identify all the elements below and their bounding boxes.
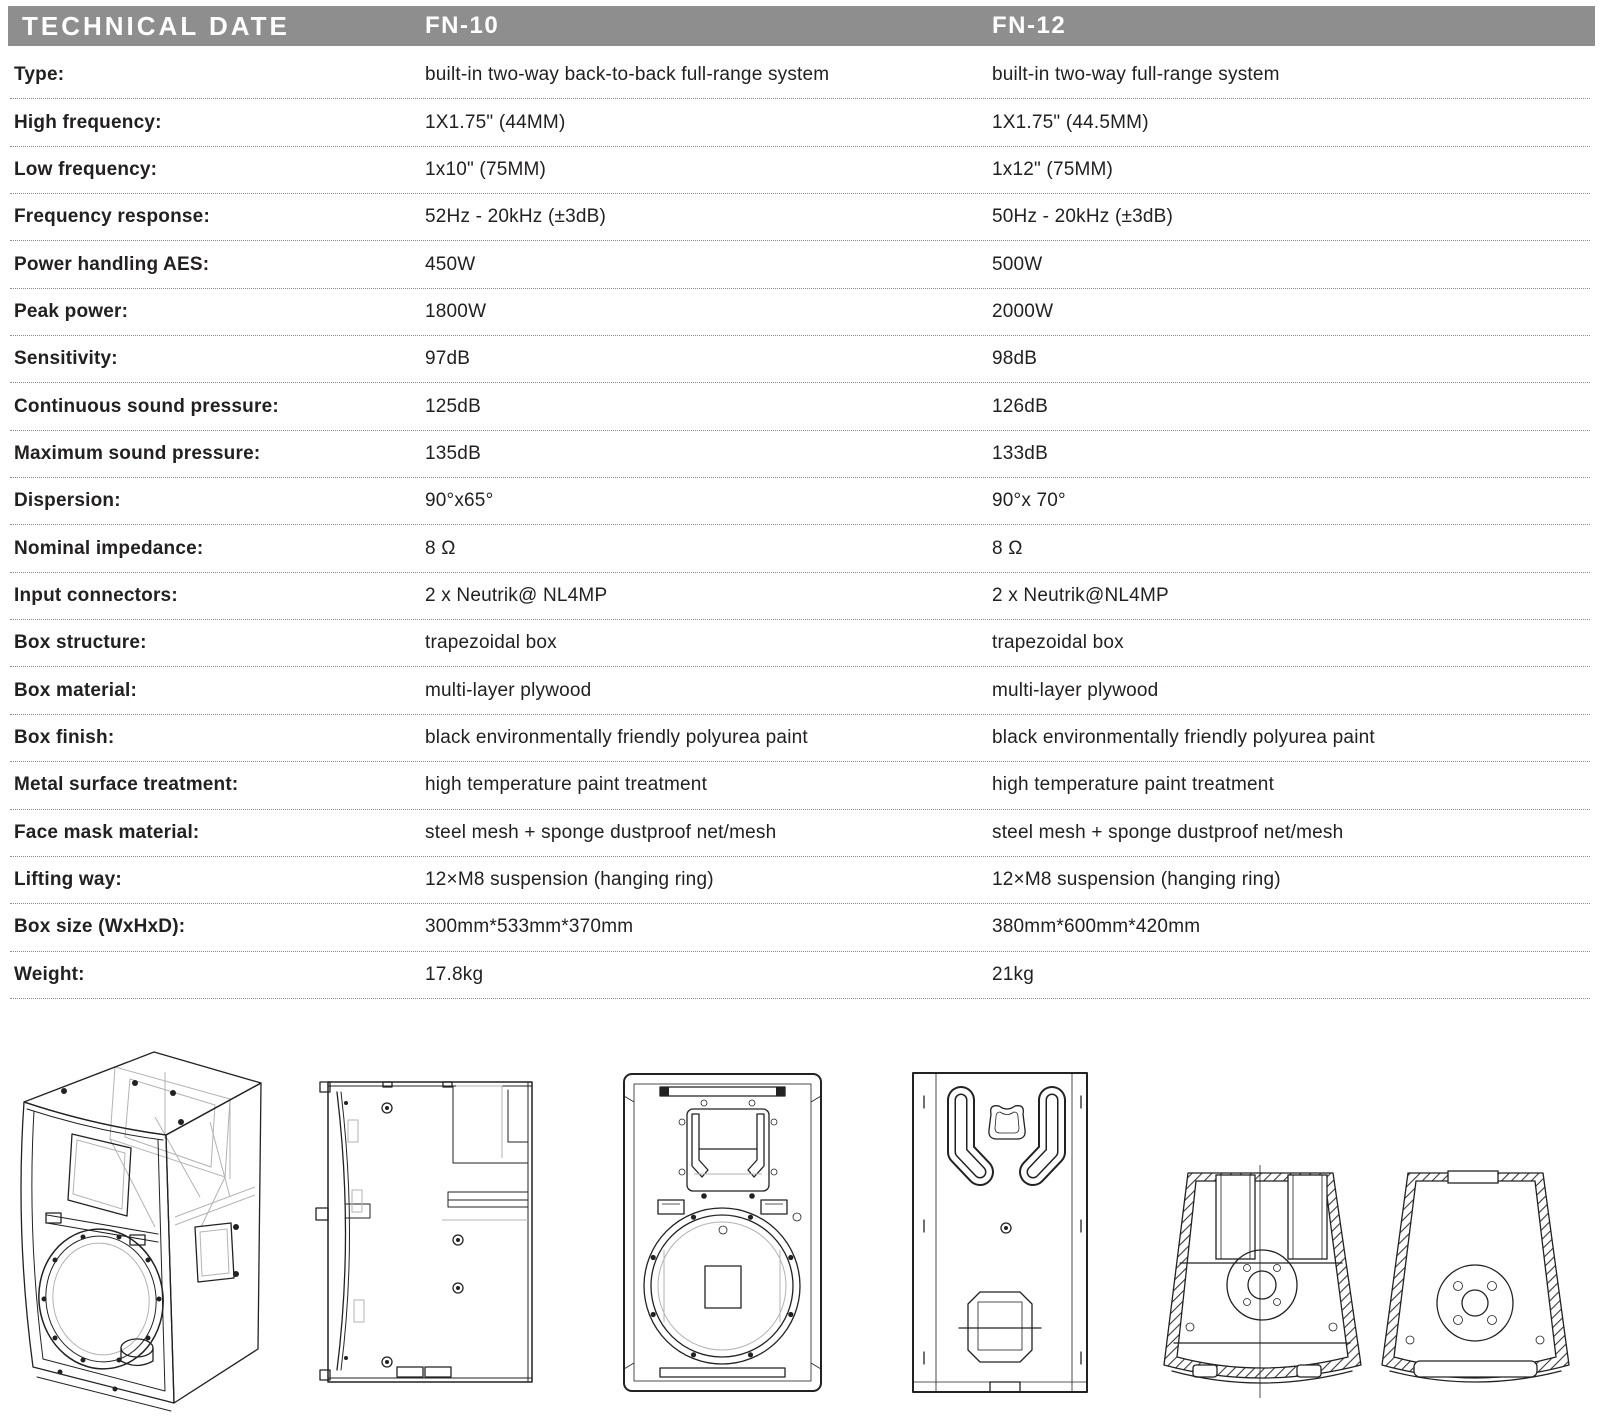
spec-row	[10, 762, 1590, 809]
spec-value-fn12: 90°x 70°	[992, 490, 1066, 512]
horn-assembly	[679, 1100, 777, 1199]
spec-table	[10, 46, 1590, 999]
spec-row	[10, 241, 1590, 288]
spec-row	[10, 857, 1590, 904]
spec-label: Weight:	[14, 963, 85, 985]
spec-value-fn12: black environmentally friendly polyurea paint	[992, 726, 1375, 748]
spec-value-fn10: multi-layer plywood	[425, 679, 592, 701]
woofer	[644, 1208, 800, 1364]
grip-handle	[989, 1106, 1025, 1139]
spec-label: Metal surface treatment:	[14, 774, 239, 796]
rear-view-drawing	[895, 1070, 1095, 1395]
spec-value-fn12: 1x12" (75MM)	[992, 158, 1114, 180]
spec-value-fn10: high temperature paint treatment	[425, 774, 708, 796]
pole-mount-top	[1227, 1250, 1297, 1320]
spec-label: Box structure:	[14, 632, 147, 654]
screw-bolts	[344, 1101, 463, 1367]
spec-value-fn12: 1X1.75" (44.5MM)	[992, 111, 1149, 133]
spec-label: Nominal impedance:	[14, 537, 204, 559]
spec-label: High frequency:	[14, 111, 162, 133]
spec-label: Sensitivity:	[14, 348, 118, 370]
connector-dish	[959, 1292, 1041, 1362]
spec-row	[10, 431, 1590, 478]
spec-label: Box finish:	[14, 726, 115, 748]
spec-value-fn10: 1x10" (75MM)	[425, 158, 547, 180]
spec-row	[10, 667, 1590, 714]
spec-value-fn12: high temperature paint treatment	[992, 774, 1275, 796]
spec-value-fn10: 125dB	[425, 395, 481, 417]
spec-label: Power handling AES:	[14, 253, 210, 275]
spec-value-fn12: 133dB	[992, 442, 1048, 464]
spec-value-fn10: built-in two-way back-to-back full-range system	[425, 64, 830, 86]
spec-value-fn12: multi-layer plywood	[992, 679, 1159, 701]
spec-value-fn12: 380mm*600mm*420mm	[992, 916, 1201, 938]
spec-label: Box size (WxHxD):	[14, 916, 186, 938]
perspective-wireframe-view-drawing	[5, 1027, 267, 1412]
spec-row	[10, 810, 1590, 857]
spec-label: Face mask material:	[14, 821, 200, 843]
spec-row	[10, 147, 1590, 194]
spec-value-fn10: 1X1.75" (44MM)	[425, 111, 566, 133]
spec-label: Frequency response:	[14, 206, 210, 228]
spec-value-fn10: 300mm*533mm*370mm	[425, 916, 634, 938]
column-header-fn12: FN-12	[992, 12, 1067, 39]
spec-value-fn10: steel mesh + sponge dustproof net/mesh	[425, 821, 777, 843]
spec-label: Low frequency:	[14, 158, 158, 180]
spec-row	[10, 99, 1590, 146]
side-section-view-drawing	[306, 1070, 534, 1394]
spec-value-fn12: 2000W	[992, 300, 1054, 322]
bottom-view-drawing	[1378, 1165, 1573, 1400]
spec-value-fn12: 21kg	[992, 963, 1035, 985]
spec-value-fn10: 97dB	[425, 348, 471, 370]
top-section-view-drawing	[1160, 1165, 1365, 1400]
spec-value-fn12: trapezoidal box	[992, 632, 1124, 654]
page-title: TECHNICAL DATE	[22, 11, 290, 41]
spec-row	[10, 194, 1590, 241]
spec-label: Dispersion:	[14, 490, 121, 512]
spec-value-fn12: 500W	[992, 253, 1043, 275]
spec-value-fn10: 1800W	[425, 300, 487, 322]
spec-row	[10, 525, 1590, 572]
pole-mount-plate	[1437, 1265, 1513, 1341]
spec-row	[10, 52, 1590, 99]
spec-value-fn12: 98dB	[992, 348, 1038, 370]
spec-row	[10, 336, 1590, 383]
spec-label: Lifting way:	[14, 869, 122, 891]
spec-label: Box material:	[14, 679, 137, 701]
spec-value-fn10: 52Hz - 20kHz (±3dB)	[425, 206, 607, 228]
spec-value-fn12: built-in two-way full-range system	[992, 64, 1280, 86]
spec-value-fn12: 2 x Neutrik@NL4MP	[992, 584, 1169, 606]
spec-value-fn10: 135dB	[425, 442, 481, 464]
spec-value-fn10: 90°x65°	[425, 490, 494, 512]
spec-label: Type:	[14, 64, 65, 86]
spec-value-fn12: 8 Ω	[992, 537, 1023, 559]
spec-value-fn10: trapezoidal box	[425, 632, 557, 654]
spec-row	[10, 383, 1590, 430]
spec-label: Peak power:	[14, 300, 129, 322]
spec-value-fn10: 450W	[425, 253, 476, 275]
table-header	[8, 6, 1595, 46]
handle-slots	[961, 1100, 1052, 1172]
spec-label: Input connectors:	[14, 584, 178, 606]
spec-value-fn10: 2 x Neutrik@ NL4MP	[425, 584, 608, 606]
spec-value-fn10: 17.8kg	[425, 963, 484, 985]
spec-row	[10, 715, 1590, 762]
spec-row	[10, 289, 1590, 336]
spec-row	[10, 904, 1590, 951]
column-header-fn10: FN-10	[425, 12, 500, 39]
spec-row	[10, 573, 1590, 620]
spec-row	[10, 478, 1590, 525]
spec-row	[10, 952, 1590, 999]
spec-value-fn10: 8 Ω	[425, 537, 456, 559]
spec-label: Maximum sound pressure:	[14, 442, 261, 464]
front-view-drawing	[620, 1070, 825, 1395]
spec-value-fn12: steel mesh + sponge dustproof net/mesh	[992, 821, 1344, 843]
spec-value-fn12: 12×M8 suspension (hanging ring)	[992, 869, 1281, 891]
spec-value-fn10: 12×M8 suspension (hanging ring)	[425, 869, 714, 891]
spec-label: Continuous sound pressure:	[14, 395, 279, 417]
spec-value-fn10: black environmentally friendly polyurea paint	[425, 726, 808, 748]
port-tubes	[1216, 1175, 1327, 1259]
spec-value-fn12: 50Hz - 20kHz (±3dB)	[992, 206, 1174, 228]
spec-row	[10, 620, 1590, 667]
spec-value-fn12: 126dB	[992, 395, 1048, 417]
